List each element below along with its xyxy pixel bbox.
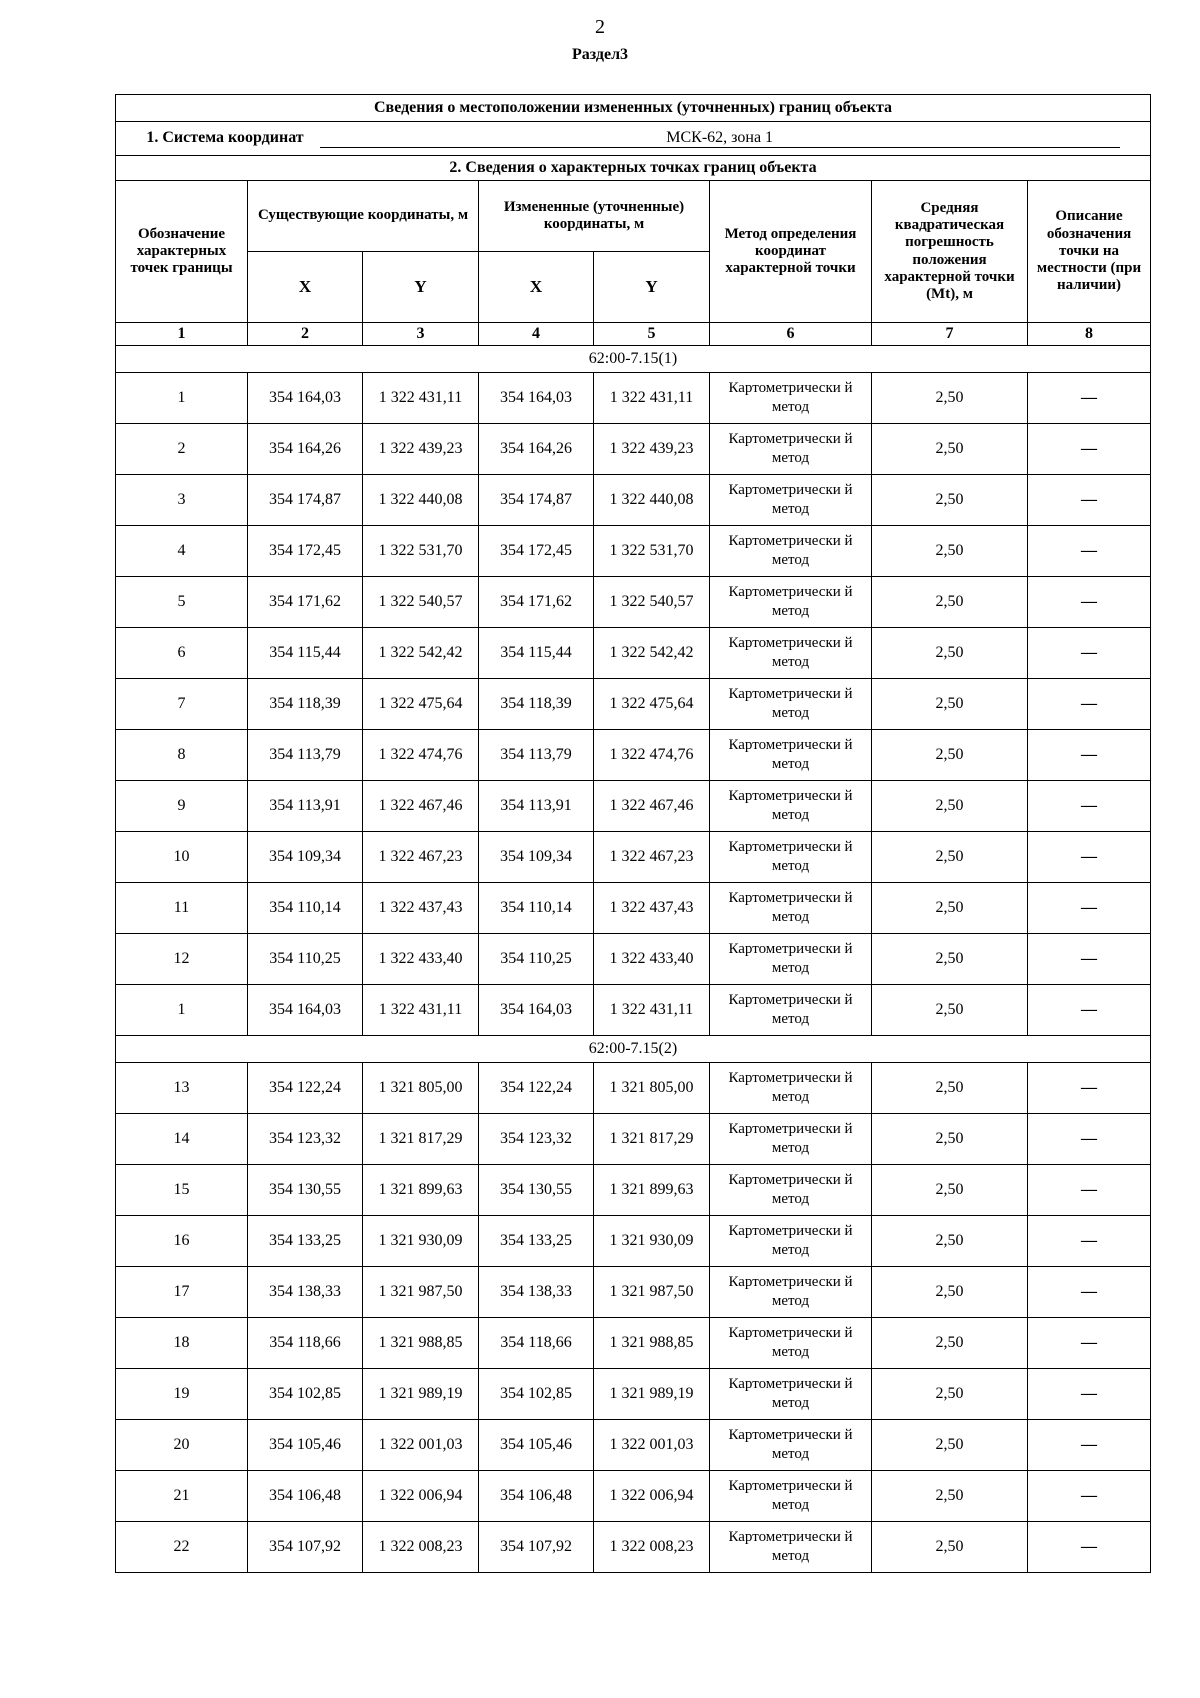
cell-changed-x: 354 107,92 [479,1522,594,1573]
table-row [116,1216,1151,1267]
cell-description: — [1028,1318,1151,1369]
cell-point-id: 3 [116,475,248,526]
cell-point-id: 17 [116,1267,248,1318]
cell-changed-x: 354 118,66 [479,1318,594,1369]
cell-method: Картометрически й метод [710,1267,872,1318]
cell-existing-y: 1 322 431,11 [363,985,479,1036]
group-label: 62:00-7.15(2) [116,1036,1151,1063]
cell-changed-x: 354 122,24 [479,1063,594,1114]
cell-error: 2,50 [872,1165,1028,1216]
table-row [116,1471,1151,1522]
cell-existing-x: 354 118,66 [248,1318,363,1369]
cell-description: — [1028,475,1151,526]
cell-changed-y: 1 322 542,42 [594,628,710,679]
cell-existing-x: 354 122,24 [248,1063,363,1114]
cell-error: 2,50 [872,679,1028,730]
cell-existing-y: 1 322 467,23 [363,832,479,883]
cell-method: Картометрически й метод [710,985,872,1036]
cell-error: 2,50 [872,1114,1028,1165]
cell-existing-y: 1 321 817,29 [363,1114,479,1165]
cell-existing-y: 1 322 475,64 [363,679,479,730]
header-changed-x: X [479,252,594,323]
cell-point-id: 1 [116,373,248,424]
cell-method: Картометрически й метод [710,1522,872,1573]
cell-existing-x: 354 164,26 [248,424,363,475]
cell-changed-x: 354 102,85 [479,1369,594,1420]
cell-method: Картометрически й метод [710,1063,872,1114]
cell-point-id: 4 [116,526,248,577]
cell-existing-y: 1 322 474,76 [363,730,479,781]
coord-system-row [116,122,1151,156]
cell-method: Картометрически й метод [710,1216,872,1267]
table-row [116,373,1151,424]
cell-description: — [1028,526,1151,577]
cell-error: 2,50 [872,985,1028,1036]
cell-changed-x: 354 174,87 [479,475,594,526]
cell-error: 2,50 [872,1318,1028,1369]
cell-existing-y: 1 322 540,57 [363,577,479,628]
cell-existing-x: 354 172,45 [248,526,363,577]
cell-method: Картометрически й метод [710,934,872,985]
table-row [116,679,1151,730]
cell-existing-x: 354 110,14 [248,883,363,934]
column-number: 2 [248,323,363,346]
cell-error: 2,50 [872,1420,1028,1471]
cell-existing-x: 354 164,03 [248,373,363,424]
cell-existing-x: 354 110,25 [248,934,363,985]
cell-error: 2,50 [872,1471,1028,1522]
column-number: 5 [594,323,710,346]
table-row [116,1369,1151,1420]
table-row [116,1420,1151,1471]
cell-point-id: 10 [116,832,248,883]
table-row [116,1522,1151,1573]
cell-description: — [1028,985,1151,1036]
cell-existing-x: 354 118,39 [248,679,363,730]
cell-description: — [1028,424,1151,475]
cell-description: — [1028,1369,1151,1420]
header-changed: Измененные (уточненные) координаты, м [479,181,710,252]
boundary-points-table [115,94,1151,1573]
cell-error: 2,50 [872,730,1028,781]
cell-error: 2,50 [872,526,1028,577]
cell-error: 2,50 [872,1522,1028,1573]
cell-point-id: 22 [116,1522,248,1573]
cell-error: 2,50 [872,832,1028,883]
cell-changed-x: 354 105,46 [479,1420,594,1471]
cell-changed-x: 354 109,34 [479,832,594,883]
cell-point-id: 6 [116,628,248,679]
cell-point-id: 13 [116,1063,248,1114]
cell-changed-y: 1 322 006,94 [594,1471,710,1522]
table-row [116,1267,1151,1318]
coord-system-label: 1. Система координат [146,128,304,146]
table-row [116,577,1151,628]
cell-point-id: 7 [116,679,248,730]
cell-changed-x: 354 164,03 [479,373,594,424]
cell-point-id: 9 [116,781,248,832]
column-number: 7 [872,323,1028,346]
page-number: 2 [595,16,605,38]
cell-point-id: 11 [116,883,248,934]
cell-changed-x: 354 118,39 [479,679,594,730]
cell-existing-y: 1 322 542,42 [363,628,479,679]
cell-point-id: 20 [116,1420,248,1471]
cell-changed-y: 1 322 008,23 [594,1522,710,1573]
cell-changed-y: 1 321 805,00 [594,1063,710,1114]
cell-changed-y: 1 322 431,11 [594,985,710,1036]
cell-existing-y: 1 321 987,50 [363,1267,479,1318]
cell-description: — [1028,730,1151,781]
cell-description: — [1028,628,1151,679]
cell-description: — [1028,934,1151,985]
cell-changed-x: 354 164,26 [479,424,594,475]
column-number: 3 [363,323,479,346]
table-row [116,1063,1151,1114]
cell-existing-y: 1 322 439,23 [363,424,479,475]
cell-description: — [1028,1420,1151,1471]
cell-error: 2,50 [872,373,1028,424]
cell-method: Картометрически й метод [710,1471,872,1522]
cell-existing-y: 1 322 431,11 [363,373,479,424]
cell-existing-y: 1 322 440,08 [363,475,479,526]
cell-existing-x: 354 171,62 [248,577,363,628]
cell-error: 2,50 [872,1369,1028,1420]
cell-changed-x: 354 115,44 [479,628,594,679]
cell-error: 2,50 [872,934,1028,985]
cell-error: 2,50 [872,1063,1028,1114]
cell-changed-x: 354 171,62 [479,577,594,628]
header-existing-x: X [248,252,363,323]
cell-changed-y: 1 321 817,29 [594,1114,710,1165]
cell-changed-y: 1 322 431,11 [594,373,710,424]
cell-changed-y: 1 322 467,46 [594,781,710,832]
cell-changed-y: 1 322 433,40 [594,934,710,985]
subsection-title: 2. Сведения о характерных точках границ объекта [116,156,1151,181]
table-row [116,985,1151,1036]
cell-description: — [1028,1216,1151,1267]
cell-existing-x: 354 113,91 [248,781,363,832]
cell-error: 2,50 [872,1267,1028,1318]
cell-changed-y: 1 322 467,23 [594,832,710,883]
header-existing: Существующие координаты, м [248,181,479,252]
cell-changed-x: 354 133,25 [479,1216,594,1267]
cell-changed-x: 354 106,48 [479,1471,594,1522]
coord-system-value: МСК-62, зона 1 [320,129,1120,148]
column-number: 4 [479,323,594,346]
cell-existing-x: 354 138,33 [248,1267,363,1318]
table-row [116,424,1151,475]
table-row [116,832,1151,883]
cell-method: Картометрически й метод [710,373,872,424]
cell-description: — [1028,1063,1151,1114]
cell-existing-y: 1 322 437,43 [363,883,479,934]
cell-existing-x: 354 109,34 [248,832,363,883]
cell-changed-y: 1 321 899,63 [594,1165,710,1216]
cell-changed-x: 354 172,45 [479,526,594,577]
cell-changed-y: 1 321 989,19 [594,1369,710,1420]
cell-existing-x: 354 107,92 [248,1522,363,1573]
cell-changed-y: 1 322 531,70 [594,526,710,577]
cell-changed-x: 354 113,79 [479,730,594,781]
cell-point-id: 5 [116,577,248,628]
cell-changed-x: 354 138,33 [479,1267,594,1318]
cell-existing-x: 354 105,46 [248,1420,363,1471]
cell-point-id: 15 [116,1165,248,1216]
cell-description: — [1028,373,1151,424]
table-row [116,883,1151,934]
cell-changed-y: 1 321 988,85 [594,1318,710,1369]
cell-method: Картометрически й метод [710,679,872,730]
header-changed-y: Y [594,252,710,323]
cell-description: — [1028,832,1151,883]
table-row [116,628,1151,679]
cell-existing-y: 1 322 001,03 [363,1420,479,1471]
cell-existing-x: 354 130,55 [248,1165,363,1216]
cell-method: Картометрически й метод [710,730,872,781]
cell-method: Картометрически й метод [710,1369,872,1420]
cell-existing-y: 1 322 006,94 [363,1471,479,1522]
cell-changed-y: 1 322 475,64 [594,679,710,730]
cell-description: — [1028,577,1151,628]
cell-changed-x: 354 123,32 [479,1114,594,1165]
cell-method: Картометрически й метод [710,628,872,679]
cell-method: Картометрически й метод [710,883,872,934]
cell-existing-y: 1 321 805,00 [363,1063,479,1114]
cell-existing-x: 354 123,32 [248,1114,363,1165]
cell-method: Картометрически й метод [710,526,872,577]
header-description: Описание обозначения точки на местности (при наличии) [1028,181,1151,323]
column-number: 8 [1028,323,1151,346]
cell-description: — [1028,1114,1151,1165]
table-row [116,934,1151,985]
table-row [116,1165,1151,1216]
cell-existing-x: 354 133,25 [248,1216,363,1267]
cell-point-id: 12 [116,934,248,985]
cell-existing-y: 1 321 930,09 [363,1216,479,1267]
cell-point-id: 1 [116,985,248,1036]
cell-error: 2,50 [872,883,1028,934]
cell-existing-y: 1 322 531,70 [363,526,479,577]
table-row [116,1318,1151,1369]
header-method: Метод определения координат характерной точки [710,181,872,323]
cell-existing-y: 1 322 467,46 [363,781,479,832]
cell-changed-x: 354 113,91 [479,781,594,832]
cell-existing-x: 354 174,87 [248,475,363,526]
cell-error: 2,50 [872,577,1028,628]
cell-existing-x: 354 164,03 [248,985,363,1036]
cell-existing-x: 354 115,44 [248,628,363,679]
column-number: 6 [710,323,872,346]
cell-changed-y: 1 322 001,03 [594,1420,710,1471]
cell-description: — [1028,781,1151,832]
cell-method: Картометрически й метод [710,1318,872,1369]
cell-existing-y: 1 321 988,85 [363,1318,479,1369]
cell-method: Картометрически й метод [710,475,872,526]
cell-description: — [1028,1522,1151,1573]
cell-method: Картометрически й метод [710,577,872,628]
cell-method: Картометрически й метод [710,424,872,475]
cell-existing-x: 354 106,48 [248,1471,363,1522]
cell-description: — [1028,679,1151,730]
cell-changed-y: 1 322 474,76 [594,730,710,781]
header-point: Обозначение характерных точек границы [116,181,248,323]
cell-point-id: 8 [116,730,248,781]
cell-existing-y: 1 321 989,19 [363,1369,479,1420]
section-title: Раздел3 [571,46,629,63]
group-row [116,1036,1151,1063]
cell-changed-x: 354 110,14 [479,883,594,934]
cell-error: 2,50 [872,781,1028,832]
column-number: 1 [116,323,248,346]
cell-description: — [1028,1267,1151,1318]
cell-changed-y: 1 321 930,09 [594,1216,710,1267]
cell-existing-x: 354 102,85 [248,1369,363,1420]
cell-point-id: 21 [116,1471,248,1522]
cell-error: 2,50 [872,475,1028,526]
cell-existing-x: 354 113,79 [248,730,363,781]
table-row [116,526,1151,577]
cell-method: Картометрически й метод [710,1420,872,1471]
cell-description: — [1028,1165,1151,1216]
cell-method: Картометрически й метод [710,832,872,883]
table-row [116,1114,1151,1165]
cell-description: — [1028,883,1151,934]
cell-point-id: 14 [116,1114,248,1165]
group-label: 62:00-7.15(1) [116,346,1151,373]
group-row [116,346,1151,373]
header-error: Средняя квадратическая погрешность положения характерной точки (Mt), м [872,181,1028,323]
table-row [116,475,1151,526]
table-title: Сведения о местоположении измененных (уточненных) границ объекта [116,95,1151,122]
cell-changed-y: 1 322 440,08 [594,475,710,526]
cell-changed-y: 1 322 437,43 [594,883,710,934]
cell-error: 2,50 [872,628,1028,679]
cell-point-id: 18 [116,1318,248,1369]
cell-existing-y: 1 322 008,23 [363,1522,479,1573]
cell-changed-x: 354 164,03 [479,985,594,1036]
cell-point-id: 16 [116,1216,248,1267]
cell-point-id: 2 [116,424,248,475]
cell-changed-y: 1 322 439,23 [594,424,710,475]
table-row [116,730,1151,781]
cell-changed-y: 1 322 540,57 [594,577,710,628]
cell-existing-y: 1 321 899,63 [363,1165,479,1216]
cell-description: — [1028,1471,1151,1522]
cell-changed-y: 1 321 987,50 [594,1267,710,1318]
cell-existing-y: 1 322 433,40 [363,934,479,985]
cell-method: Картометрически й метод [710,781,872,832]
cell-method: Картометрически й метод [710,1165,872,1216]
cell-changed-x: 354 130,55 [479,1165,594,1216]
cell-changed-x: 354 110,25 [479,934,594,985]
table-row [116,781,1151,832]
header-existing-y: Y [363,252,479,323]
cell-point-id: 19 [116,1369,248,1420]
cell-method: Картометрически й метод [710,1114,872,1165]
cell-error: 2,50 [872,424,1028,475]
cell-error: 2,50 [872,1216,1028,1267]
